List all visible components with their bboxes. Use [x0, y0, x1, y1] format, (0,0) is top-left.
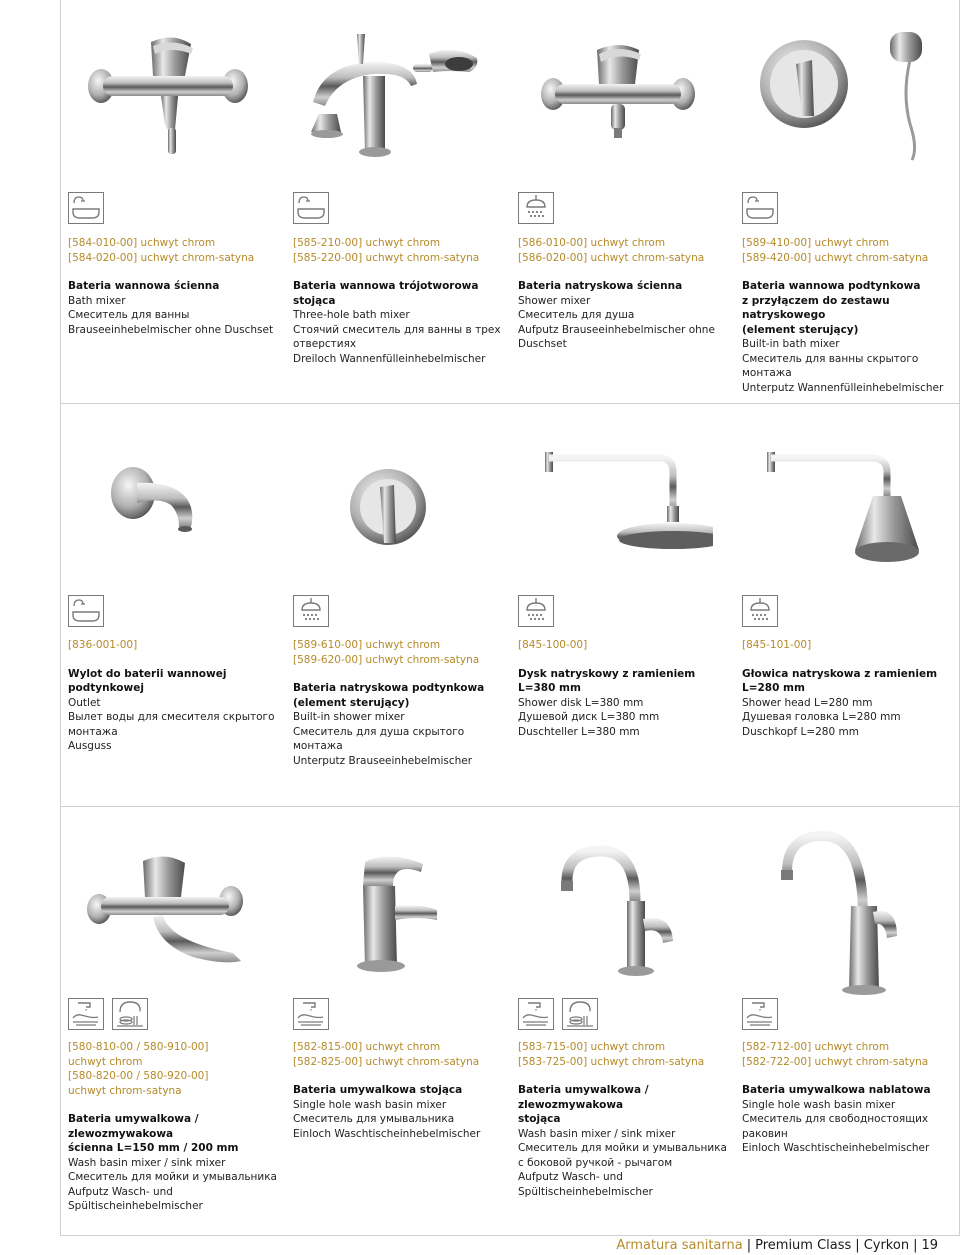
product-description [293, 279, 507, 366]
product-codes [68, 236, 278, 265]
shower-icon [293, 595, 329, 627]
product-name-translation: Смеситель для ванны [68, 309, 190, 321]
product-name-translation: Brauseeinhebelmischer ohne Duschset [68, 323, 274, 336]
product-code: [584-010-00] uchwyt chrom [68, 237, 216, 249]
product-name-translation: Смеситель для душа скрытого монтажа [293, 725, 465, 752]
product-name-translation: Wash basin mixer / sink mixer [518, 1127, 676, 1140]
product-codes [742, 638, 952, 653]
usage-icons [742, 192, 778, 224]
product-name-pl: Bateria wannowa podtynkowa [742, 280, 921, 292]
product-name-translation: Смеситель для душа [518, 309, 635, 321]
usage-icons [518, 595, 554, 627]
product-codes [518, 638, 728, 653]
footer-separator: | [855, 1238, 860, 1253]
product-codes [293, 638, 503, 667]
product-name-pl: Bateria umywalkowa nablatowa [742, 1084, 931, 1096]
usage-icons [742, 595, 778, 627]
product-name-pl: Bateria umywalkowa / zlewozmywakowa [518, 1084, 649, 1111]
product-name-translation: Смеситель для мойки и умывальника [68, 1171, 277, 1183]
shower-icon [518, 192, 554, 224]
product-code: [836-001-00] [68, 639, 138, 651]
shower-disk-photo [510, 430, 726, 590]
row-divider [61, 403, 959, 404]
product-name-translation: Single hole wash basin mixer [742, 1098, 896, 1111]
product-codes [742, 1040, 952, 1069]
product-name-pl: Bateria umywalkowa / zlewozmywakowa [68, 1113, 199, 1140]
product-code: [586-010-00] uchwyt chrom [518, 237, 666, 249]
product-code: [583-715-00] uchwyt chrom [518, 1041, 666, 1053]
footer-separator: | [913, 1238, 918, 1253]
outlet-photo [60, 430, 276, 590]
usage-icons [293, 998, 329, 1030]
usage-icons [518, 192, 554, 224]
row-divider [61, 806, 959, 807]
product-code: [584-020-00] uchwyt chrom-satyna [68, 251, 255, 264]
basin-sink-mixer-photo [510, 818, 726, 1003]
product-name-translation: Душевая головка L=280 mm [742, 711, 901, 723]
product-code: [585-220-00] uchwyt chrom-satyna [293, 251, 480, 264]
product-code: [589-420-00] uchwyt chrom-satyna [742, 251, 929, 264]
product-description [518, 279, 732, 352]
product-name-pl: Wylot do baterii wannowej podtynkowej [68, 667, 227, 694]
product-description [742, 1083, 956, 1156]
product-name-translation: Spültischeinhebelmischer [68, 1200, 203, 1212]
footer-section: Armatura sanitarna [616, 1238, 743, 1253]
product-code: [582-712-00] uchwyt chrom [742, 1041, 890, 1053]
washbasin-icon [742, 998, 778, 1030]
product-name-pl: Dysk natryskowy z ramieniem [518, 667, 696, 680]
product-description [68, 667, 282, 754]
product-code: [583-725-00] uchwyt chrom-satyna [518, 1055, 705, 1068]
product-name-pl: L=380 mm [518, 682, 581, 694]
product-name-pl: Bateria natryskowa podtynkowa [293, 682, 485, 694]
product-name-translation: Unterputz Brauseeinhebelmischer [293, 754, 473, 767]
product-description [742, 279, 956, 395]
product-name-translation: Душевой диск L=380 mm [518, 711, 660, 723]
bath-mixer-photo [60, 8, 276, 180]
product-codes [518, 236, 728, 265]
product-name-translation: Einloch Waschtischeinhebelmischer [742, 1142, 930, 1154]
product-name-translation: Aufputz Wasch- und [518, 1171, 623, 1183]
product-name-pl: Bateria umywalkowa stojąca [293, 1084, 463, 1096]
product-description [293, 1083, 507, 1141]
product-name-translation: Shower mixer [518, 294, 591, 307]
page-footer [616, 1238, 938, 1254]
product-name-translation: Built-in bath mixer [742, 338, 840, 350]
footer-separator: | [746, 1238, 752, 1253]
product-name-translation: Shower disk L=380 mm [518, 696, 644, 709]
product-name-translation: Смеситель для ванны скрытого монтажа [742, 352, 919, 379]
product-name-pl: stojąca [518, 1113, 561, 1125]
product-name-translation: Three-hole bath mixer [293, 309, 410, 321]
washbasin-icon [293, 998, 329, 1030]
product-code: [582-815-00] uchwyt chrom [293, 1041, 441, 1053]
product-name-pl: Bateria natryskowa ścienna [518, 280, 683, 292]
product-codes [518, 1040, 728, 1069]
product-name-translation: Outlet [68, 696, 101, 709]
product-description [518, 667, 732, 740]
product-code: uchwyt chrom-satyna [68, 1084, 182, 1097]
product-name-translation: Wash basin mixer / sink mixer [68, 1156, 226, 1169]
product-code: [589-410-00] uchwyt chrom [742, 237, 890, 249]
washbasin-icon [518, 998, 554, 1030]
product-description [68, 279, 282, 337]
shower-mixer-photo [510, 8, 726, 180]
product-name-translation: Aufputz Brauseeinhebelmischer ohne Duschset [518, 323, 715, 350]
product-name-pl: Bateria wannowa trójotworowa stojąca [293, 280, 479, 307]
product-name-pl: z przyłączem do zestawu natryskowego [742, 294, 890, 321]
product-name-translation: Bath mixer [68, 294, 126, 307]
product-name-translation: Spültischeinhebelmischer [518, 1185, 653, 1198]
product-code: [580-820-00 / 580-920-00] [68, 1070, 209, 1082]
sink-icon [112, 998, 148, 1030]
product-code: [845-100-00] [518, 639, 588, 651]
wall-sink-mixer-photo [60, 818, 276, 1003]
page-number: 19 [921, 1238, 938, 1253]
footer-series: Cyrkon [863, 1238, 910, 1253]
product-code: [582-825-00] uchwyt chrom-satyna [293, 1055, 480, 1068]
bath-icon [68, 595, 104, 627]
usage-icons [293, 595, 329, 627]
built-in-bath-mixer-photo [734, 8, 950, 180]
product-codes [68, 1040, 278, 1098]
product-description [742, 667, 956, 740]
shower-icon [742, 595, 778, 627]
product-name-translation: Dreiloch Wannenfülleinhebelmischer [293, 352, 486, 365]
product-codes [293, 1040, 503, 1069]
product-code: [845-101-00] [742, 639, 812, 651]
product-name-translation: Shower head L=280 mm [742, 696, 873, 709]
shower-head-photo [734, 430, 950, 590]
product-codes [68, 638, 278, 653]
product-name-translation: Вылет воды для смесителя скрытого монтажа [68, 711, 275, 738]
sink-icon [562, 998, 598, 1030]
product-name-pl: L=280 mm [742, 682, 805, 694]
product-code: [586-020-00] uchwyt chrom-satyna [518, 251, 705, 264]
bath-icon [293, 192, 329, 224]
product-code: [589-620-00] uchwyt chrom-satyna [293, 653, 480, 666]
built-in-shower-mixer-photo [285, 430, 501, 590]
product-name-translation: Смеситель для свободностоящих раковин [742, 1113, 929, 1140]
product-name-translation: Стоячий смеситель для ванны в трех отверстиях [293, 323, 501, 350]
usage-icons [293, 192, 329, 224]
product-codes [742, 236, 952, 265]
product-name-pl: (element sterujący) [293, 696, 410, 709]
product-name-translation: Смеситель для умывальника [293, 1113, 455, 1125]
bath-icon [742, 192, 778, 224]
shower-icon [518, 595, 554, 627]
product-name-translation: Einloch Waschtischeinhebelmischer [293, 1127, 481, 1140]
product-name-translation: Single hole wash basin mixer [293, 1098, 447, 1111]
product-code: uchwyt chrom [68, 1055, 143, 1068]
usage-icons [68, 595, 104, 627]
product-codes [293, 236, 503, 265]
product-name-translation: Duschteller L=380 mm [518, 725, 640, 738]
usage-icons [518, 998, 598, 1030]
product-name-translation: с боковой ручкой - рычагом [518, 1156, 673, 1169]
product-name-pl: Głowica natryskowa z ramieniem [742, 667, 938, 680]
product-name-translation: Duschkopf L=280 mm [742, 725, 859, 738]
product-description [68, 1112, 282, 1214]
washbasin-icon [68, 998, 104, 1030]
usage-icons [68, 998, 148, 1030]
product-code: [589-610-00] uchwyt chrom [293, 639, 441, 651]
product-name-pl: ścienna L=150 mm / 200 mm [68, 1142, 239, 1154]
product-name-translation: Ausguss [68, 740, 112, 752]
bath-icon [68, 192, 104, 224]
usage-icons [68, 192, 104, 224]
product-name-translation: Смеситель для мойки и умывальника [518, 1142, 727, 1154]
product-name-translation: Aufputz Wasch- und [68, 1185, 173, 1198]
product-code: [582-722-00] uchwyt chrom-satyna [742, 1055, 929, 1068]
product-name-translation: Unterputz Wannenfülleinhebelmischer [742, 381, 944, 394]
footer-class: Premium Class [755, 1238, 852, 1253]
countertop-basin-mixer-photo [734, 818, 950, 1003]
product-description [293, 681, 507, 768]
product-code: [585-210-00] uchwyt chrom [293, 237, 441, 249]
product-name-pl: (element sterujący) [742, 323, 859, 336]
product-description [518, 1083, 732, 1199]
single-hole-basin-mixer-photo [285, 818, 501, 1003]
product-name-pl: Bateria wannowa ścienna [68, 280, 220, 292]
usage-icons [742, 998, 778, 1030]
three-hole-bath-mixer-photo [285, 8, 501, 180]
product-code: [580-810-00 / 580-910-00] [68, 1041, 209, 1053]
product-name-translation: Built-in shower mixer [293, 711, 405, 723]
